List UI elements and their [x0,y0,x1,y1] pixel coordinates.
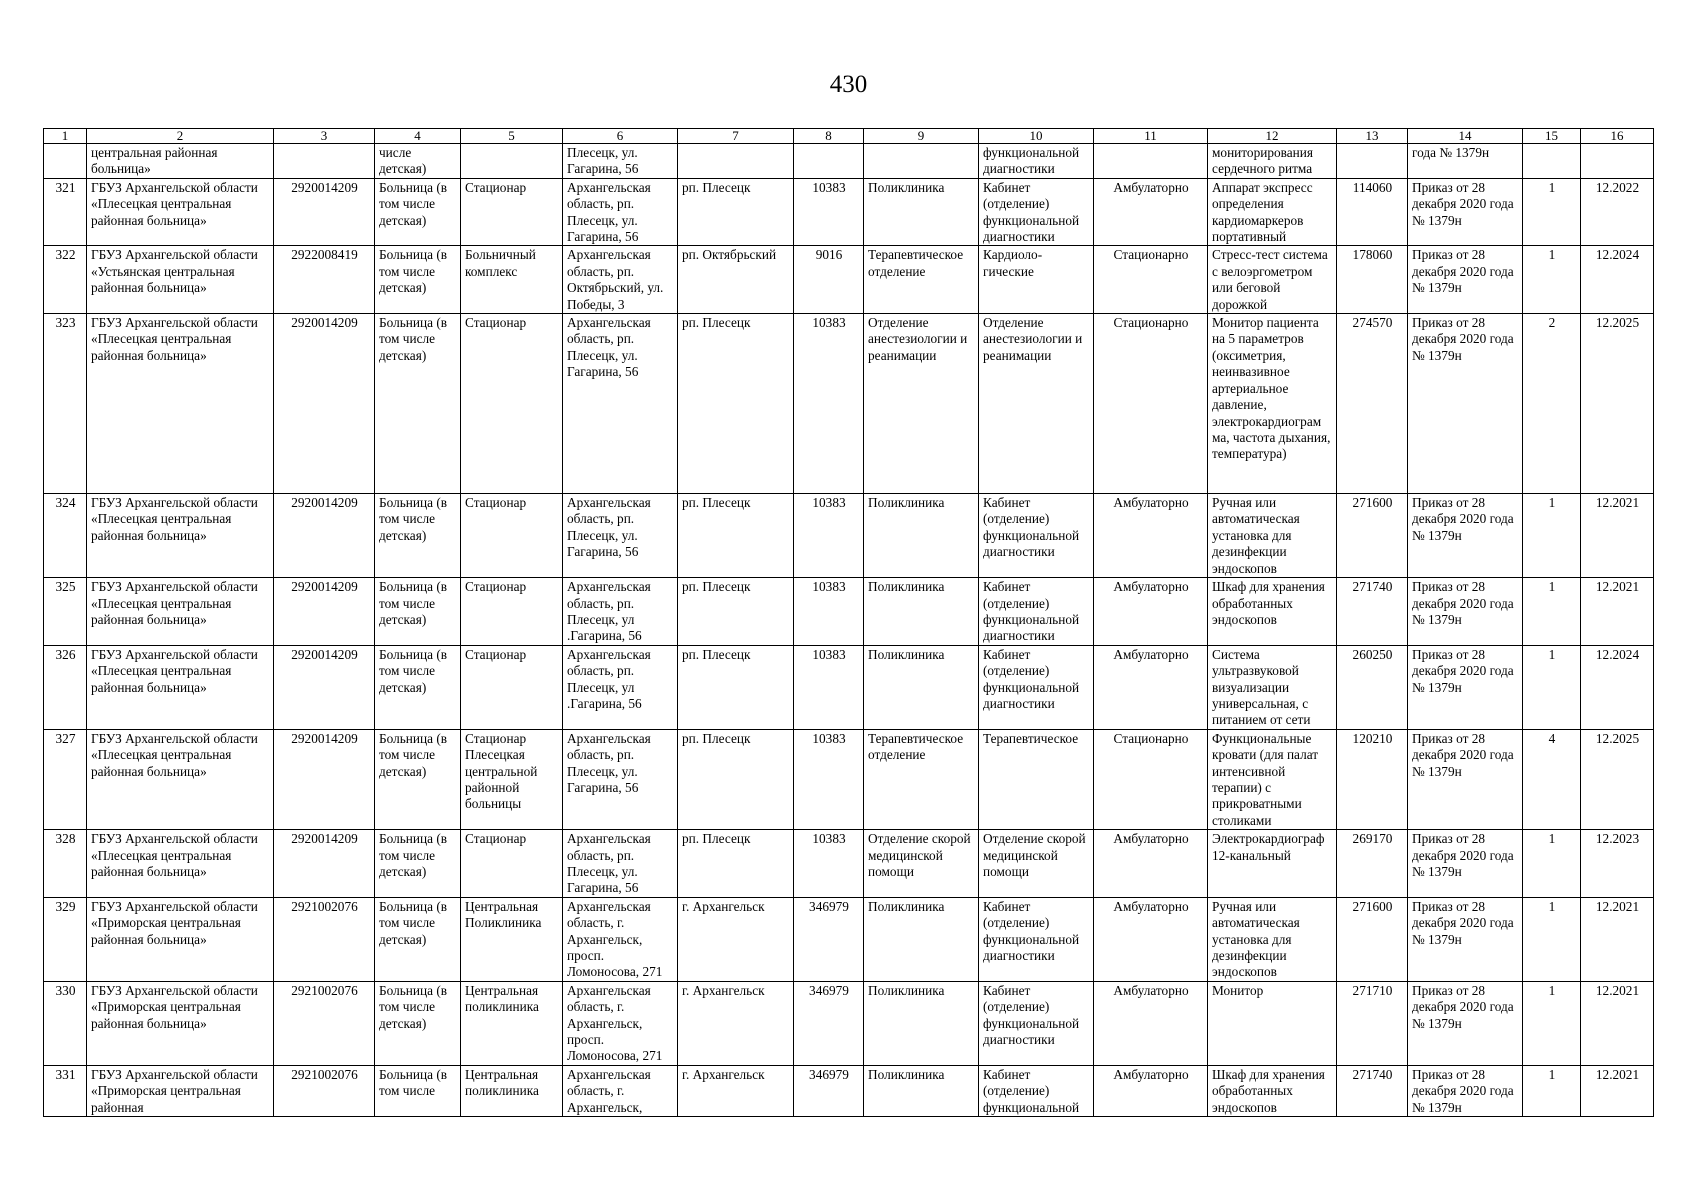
cell-order: Приказ от 28 декабря 2020 года № 1379н [1408,178,1523,246]
equipment-table [43,128,1654,1117]
cell-facility-type: Больница (в том числе детская) [375,246,461,314]
cell-inn [274,144,375,179]
cell-quantity: 1 [1523,178,1581,246]
cell-quantity: 1 [1523,830,1581,898]
cell-address: Архангельская область, рп. Плесецк, ул .Гагарина, 56 [563,645,678,729]
cell-organization: ГБУЗ Архангельской области «Плесецкая центральная районная больница» [87,578,274,646]
cell-mode: Амбулаторно [1094,981,1208,1065]
cell-order: Приказ от 28 декабря 2020 года № 1379н [1408,729,1523,829]
cell-mode [1094,144,1208,179]
cell-date: 12.2024 [1581,246,1654,314]
cell-locality: г. Архангельск [678,981,794,1065]
cell-date: 12.2022 [1581,178,1654,246]
cell-order: Приказ от 28 декабря 2020 года № 1379н [1408,578,1523,646]
cell-facility-type: числе детская) [375,144,461,179]
column-header: 10 [979,129,1094,144]
cell-code: 271600 [1337,897,1408,981]
cell-department: Терапевтическое отделение [864,246,979,314]
cell-address: Архангельская область, рп. Плесецк, ул .Гагарина, 56 [563,578,678,646]
cell-facility-type: Больница (в том числе детская) [375,897,461,981]
cell-room: Кабинет (отделение) функциональной диагностики [979,494,1094,578]
cell-inn: 2922008419 [274,246,375,314]
cell-unit: Стационар Плесецкая центральной районной больницы [461,729,563,829]
cell-equipment: Шкаф для хранения обработанных эндоскопов [1208,1065,1337,1116]
cell-room: Терапевтическое [979,729,1094,829]
column-header: 13 [1337,129,1408,144]
cell-date: 12.2021 [1581,1065,1654,1116]
cell-organization: ГБУЗ Архангельской области «Плесецкая центральная районная больница» [87,645,274,729]
cell-room: Кабинет (отделение) функциональной диагностики [979,578,1094,646]
cell-mode: Стационарно [1094,729,1208,829]
cell-locality: рп. Плесецк [678,178,794,246]
cell-code: 271600 [1337,494,1408,578]
cell-facility-type: Больница (в том числе детская) [375,178,461,246]
cell-mode: Стационарно [1094,246,1208,314]
cell-mode: Амбулаторно [1094,178,1208,246]
cell-address: Архангельская область, рп. Плесецк, ул. Гагарина, 56 [563,178,678,246]
table-row [44,981,1654,1065]
cell-code: 178060 [1337,246,1408,314]
cell-order: года № 1379н [1408,144,1523,179]
cell-facility-type: Больница (в том числе детская) [375,494,461,578]
cell-code: 274570 [1337,314,1408,494]
cell-locality: рп. Плесецк [678,729,794,829]
cell-unit: Центральная поликлиника [461,981,563,1065]
cell-address: Плесецк, ул. Гагарина, 56 [563,144,678,179]
cell-quantity: 4 [1523,729,1581,829]
cell-number: 325 [44,578,87,646]
cell-unit: Центральная поликлиника [461,1065,563,1116]
cell-equipment: Электрокардиограф 12-канальный [1208,830,1337,898]
cell-order: Приказ от 28 декабря 2020 года № 1379н [1408,494,1523,578]
cell-facility-type: Больница (в том числе детская) [375,981,461,1065]
cell-quantity: 2 [1523,314,1581,494]
cell-quantity: 1 [1523,897,1581,981]
cell-department: Поликлиника [864,1065,979,1116]
cell-locality: рп. Плесецк [678,314,794,494]
cell-code: 114060 [1337,178,1408,246]
cell-locality [678,144,794,179]
cell-organization: ГБУЗ Архангельской области «Плесецкая центральная районная больница» [87,729,274,829]
cell-address: Архангельская область, г. Архангельск, просп. Ломоносова, 271 [563,897,678,981]
cell-equipment: Ручная или автоматическая установка для дезинфекции эндоскопов [1208,494,1337,578]
cell-equipment: Монитор пациента на 5 параметров (оксиметрия, неинвазивное артериальное давление, электрокардиограм ма, частота дыхания, температура) [1208,314,1337,494]
cell-room: Кабинет (отделение) функциональной диагностики [979,178,1094,246]
cell-order: Приказ от 28 декабря 2020 года № 1379н [1408,246,1523,314]
cell-date: 12.2021 [1581,897,1654,981]
cell-code: 269170 [1337,830,1408,898]
cell-inn: 2920014209 [274,578,375,646]
cell-facility-type: Больница (в том числе детская) [375,645,461,729]
cell-organization: ГБУЗ Архангельской области «Приморская центральная районная больница» [87,897,274,981]
cell-room: Кабинет (отделение) функциональной [979,1065,1094,1116]
cell-order: Приказ от 28 декабря 2020 года № 1379н [1408,1065,1523,1116]
column-header: 16 [1581,129,1654,144]
cell-department: Поликлиника [864,578,979,646]
cell-department: Поликлиника [864,981,979,1065]
cell-locality: рп. Плесецк [678,830,794,898]
cell-unit: Стационар [461,645,563,729]
table-row [44,1065,1654,1116]
cell-code: 120210 [1337,729,1408,829]
cell-population: 10383 [794,178,864,246]
cell-address: Архангельская область, рп. Плесецк, ул. Гагарина, 56 [563,494,678,578]
cell-order: Приказ от 28 декабря 2020 года № 1379н [1408,314,1523,494]
cell-inn: 2920014209 [274,645,375,729]
cell-quantity: 1 [1523,981,1581,1065]
cell-organization: ГБУЗ Архангельской области «Устьянская центральная районная больница» [87,246,274,314]
cell-equipment: Ручная или автоматическая установка для дезинфекции эндоскопов [1208,897,1337,981]
cell-address: Архангельская область, г. Архангельск, просп. Ломоносова, 271 [563,981,678,1065]
cell-department: Отделение скорой медицинской помощи [864,830,979,898]
table-row [44,729,1654,829]
cell-department: Поликлиника [864,645,979,729]
cell-mode: Амбулаторно [1094,494,1208,578]
column-header: 1 [44,129,87,144]
cell-room: Кабинет (отделение) функциональной диагностики [979,981,1094,1065]
cell-unit: Центральная Поликлиника [461,897,563,981]
cell-mode: Амбулаторно [1094,645,1208,729]
cell-organization: ГБУЗ Архангельской области «Плесецкая центральная районная больница» [87,494,274,578]
cell-code: 271710 [1337,981,1408,1065]
table-row [44,314,1654,494]
cell-number: 327 [44,729,87,829]
cell-quantity: 1 [1523,246,1581,314]
cell-room: Кардиоло-гические [979,246,1094,314]
cell-code [1337,144,1408,179]
cell-date: 12.2021 [1581,981,1654,1065]
cell-population: 10383 [794,645,864,729]
cell-unit: Стационар [461,494,563,578]
column-number-row [44,129,1654,144]
cell-room: функциональной диагностики [979,144,1094,179]
cell-mode: Амбулаторно [1094,830,1208,898]
cell-population: 10383 [794,314,864,494]
cell-organization: ГБУЗ Архангельской области «Плесецкая центральная районная больница» [87,830,274,898]
cell-unit: Больничный комплекс [461,246,563,314]
cell-facility-type: Больница (в том числе детская) [375,578,461,646]
column-header: 5 [461,129,563,144]
cell-date [1581,144,1654,179]
cell-mode: Стационарно [1094,314,1208,494]
cell-inn: 2921002076 [274,981,375,1065]
cell-department: Терапевтическое отделение [864,729,979,829]
column-header: 2 [87,129,274,144]
cell-unit: Стационар [461,178,563,246]
cell-inn: 2920014209 [274,494,375,578]
cell-code: 271740 [1337,1065,1408,1116]
cell-number: 324 [44,494,87,578]
cell-population [794,144,864,179]
cell-population: 10383 [794,494,864,578]
cell-number: 328 [44,830,87,898]
table-row [44,578,1654,646]
cell-equipment: Аппарат экспресс определения кардиомаркеров портативный [1208,178,1337,246]
cell-room: Кабинет (отделение) функциональной диагностики [979,645,1094,729]
cell-population: 10383 [794,830,864,898]
cell-population: 346979 [794,1065,864,1116]
cell-order: Приказ от 28 декабря 2020 года № 1379н [1408,830,1523,898]
cell-department: Поликлиника [864,178,979,246]
cell-mode: Амбулаторно [1094,1065,1208,1116]
cell-address: Архангельская область, рп. Октябрьский, ул. Победы, 3 [563,246,678,314]
cell-address: Архангельская область, рп. Плесецк, ул. Гагарина, 56 [563,830,678,898]
column-header: 4 [375,129,461,144]
cell-inn: 2920014209 [274,729,375,829]
column-header: 9 [864,129,979,144]
table-row [44,897,1654,981]
cell-equipment: Стресс-тест система с велоэргометром или беговой дорожкой [1208,246,1337,314]
cell-population: 10383 [794,729,864,829]
page-number: 430 [829,71,868,98]
cell-inn: 2920014209 [274,314,375,494]
cell-quantity: 1 [1523,645,1581,729]
cell-department: Поликлиника [864,897,979,981]
cell-organization: ГБУЗ Архангельской области «Приморская центральная районная [87,1065,274,1116]
cell-facility-type: Больница (в том числе [375,1065,461,1116]
cell-population: 346979 [794,897,864,981]
cell-quantity: 1 [1523,494,1581,578]
cell-locality: рп. Плесецк [678,645,794,729]
column-header: 11 [1094,129,1208,144]
cell-equipment: Монитор [1208,981,1337,1065]
table-row [44,246,1654,314]
cell-date: 12.2023 [1581,830,1654,898]
cell-unit: Стационар [461,830,563,898]
cell-mode: Амбулаторно [1094,897,1208,981]
cell-address: Архангельская область, г. Архангельск, [563,1065,678,1116]
column-header: 15 [1523,129,1581,144]
cell-organization: ГБУЗ Архангельской области «Плесецкая центральная районная больница» [87,314,274,494]
column-header: 3 [274,129,375,144]
cell-inn: 2921002076 [274,1065,375,1116]
column-header: 14 [1408,129,1523,144]
cell-locality: рп. Плесецк [678,494,794,578]
cell-number [44,144,87,179]
cell-number: 323 [44,314,87,494]
cell-number: 330 [44,981,87,1065]
cell-number: 326 [44,645,87,729]
cell-inn: 2920014209 [274,178,375,246]
column-header: 12 [1208,129,1337,144]
cell-number: 321 [44,178,87,246]
cell-population: 346979 [794,981,864,1065]
column-header: 7 [678,129,794,144]
cell-organization: ГБУЗ Архангельской области «Приморская центральная районная больница» [87,981,274,1065]
cell-order: Приказ от 28 декабря 2020 года № 1379н [1408,897,1523,981]
column-header: 6 [563,129,678,144]
cell-address: Архангельская область, рп. Плесецк, ул. Гагарина, 56 [563,314,678,494]
cell-code: 260250 [1337,645,1408,729]
cell-quantity: 1 [1523,1065,1581,1116]
cell-quantity [1523,144,1581,179]
cell-equipment: Система ультразвуковой визуализации универсальная, с питанием от сети [1208,645,1337,729]
cell-locality: г. Архангельск [678,897,794,981]
table-row [44,494,1654,578]
cell-equipment: Функциональные кровати (для палат интенсивной терапии) с прикроватными столиками [1208,729,1337,829]
cell-department: Поликлиника [864,494,979,578]
cell-unit: Стационар [461,578,563,646]
continuation-row [44,144,1654,179]
cell-equipment: мониторирования сердечного ритма [1208,144,1337,179]
table-row [44,830,1654,898]
cell-order: Приказ от 28 декабря 2020 года № 1379н [1408,645,1523,729]
cell-locality: рп. Плесецк [678,578,794,646]
cell-order: Приказ от 28 декабря 2020 года № 1379н [1408,981,1523,1065]
cell-organization: центральная районная больница» [87,144,274,179]
cell-locality: рп. Октябрьский [678,246,794,314]
cell-population: 10383 [794,578,864,646]
cell-code: 271740 [1337,578,1408,646]
column-header: 8 [794,129,864,144]
cell-date: 12.2021 [1581,494,1654,578]
cell-mode: Амбулаторно [1094,578,1208,646]
cell-organization: ГБУЗ Архангельской области «Плесецкая центральная районная больница» [87,178,274,246]
cell-facility-type: Больница (в том числе детская) [375,314,461,494]
cell-number: 329 [44,897,87,981]
cell-unit [461,144,563,179]
cell-population: 9016 [794,246,864,314]
cell-room: Отделение анестезиологии и реанимации [979,314,1094,494]
table-row [44,178,1654,246]
cell-quantity: 1 [1523,578,1581,646]
cell-date: 12.2021 [1581,578,1654,646]
cell-unit: Стационар [461,314,563,494]
cell-address: Архангельская область, рп. Плесецк, ул. Гагарина, 56 [563,729,678,829]
cell-locality: г. Архангельск [678,1065,794,1116]
cell-number: 331 [44,1065,87,1116]
cell-room: Кабинет (отделение) функциональной диагностики [979,897,1094,981]
cell-date: 12.2025 [1581,314,1654,494]
cell-inn: 2921002076 [274,897,375,981]
cell-date: 12.2024 [1581,645,1654,729]
cell-room: Отделение скорой медицинской помощи [979,830,1094,898]
cell-number: 322 [44,246,87,314]
cell-facility-type: Больница (в том числе детская) [375,830,461,898]
cell-department [864,144,979,179]
cell-department: Отделение анестезиологии и реанимации [864,314,979,494]
cell-date: 12.2025 [1581,729,1654,829]
cell-facility-type: Больница (в том числе детская) [375,729,461,829]
table-row [44,645,1654,729]
cell-equipment: Шкаф для хранения обработанных эндоскопов [1208,578,1337,646]
cell-inn: 2920014209 [274,830,375,898]
